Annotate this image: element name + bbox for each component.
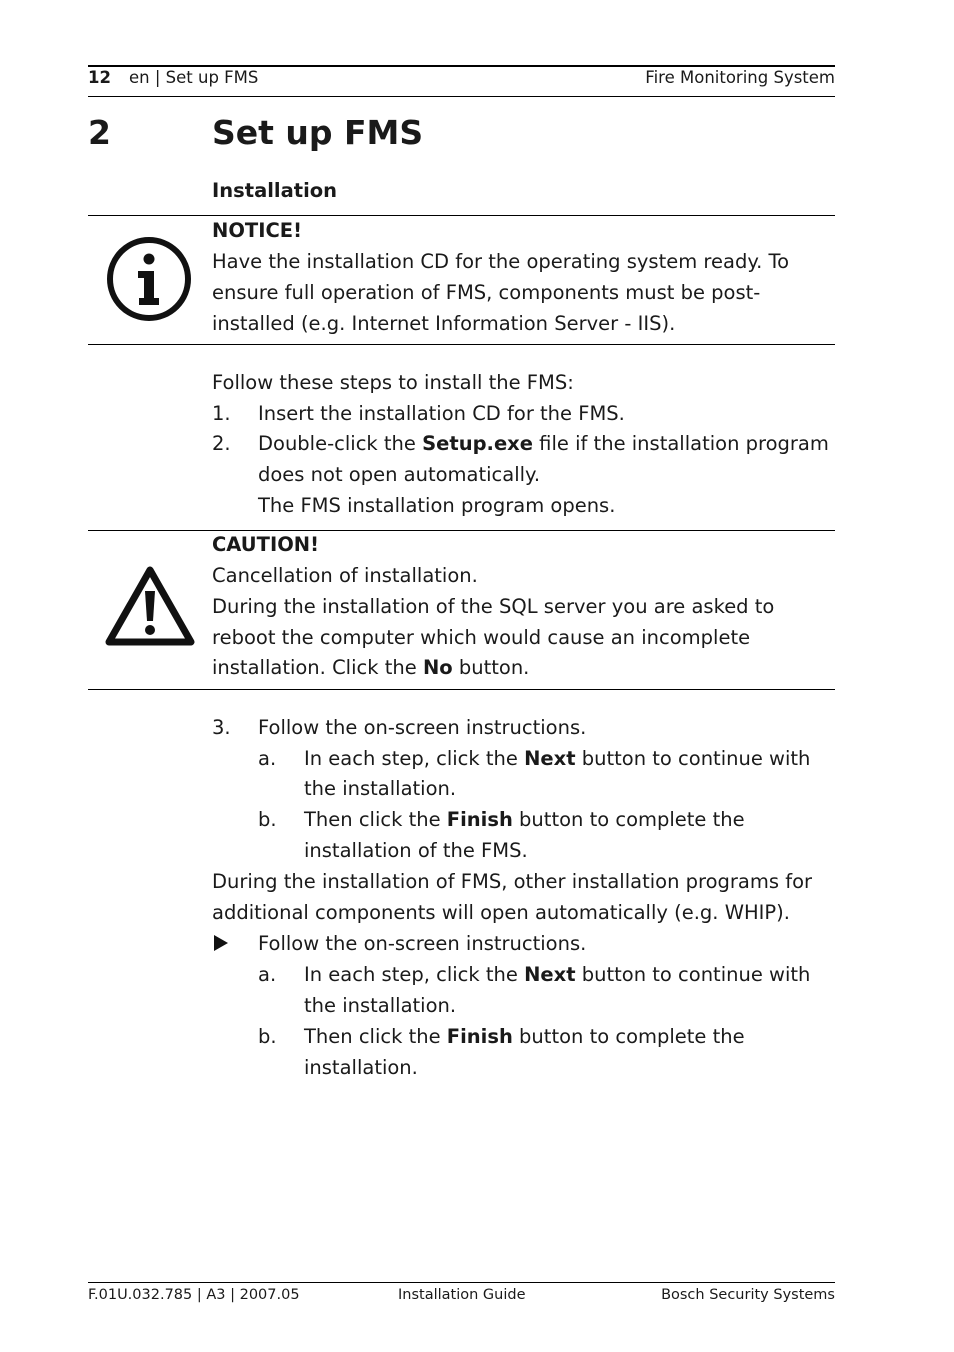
notice-top-rule <box>88 215 835 216</box>
caution-line-2: During the installation of the SQL server you are asked to <box>212 595 775 618</box>
header-product: Fire Monitoring System <box>645 68 835 87</box>
step-1-text: Insert the installation CD for the FMS. <box>258 402 625 425</box>
footer-company: Bosch Security Systems <box>661 1287 835 1303</box>
warning-icon <box>102 563 198 649</box>
step-2-text: Double-click the Setup.exe file if the installation program <box>258 432 829 455</box>
header-bottom-rule <box>88 96 835 97</box>
chapter-number: 2 <box>88 113 111 152</box>
bullet-a-text-continued: the installation. <box>304 994 457 1017</box>
step-3b-text-continued: installation of the FMS. <box>304 839 528 862</box>
step-3b-letter: b. <box>258 808 277 831</box>
notice-line-1: Have the installation CD for the operating system ready. To <box>212 250 790 273</box>
bullet-b-text: Then click the Finish button to complete the <box>304 1025 745 1048</box>
step-2-result: The FMS installation program opens. <box>258 494 616 517</box>
caution-line-1: Cancellation of installation. <box>212 564 478 587</box>
section-subtitle: Installation <box>212 179 338 202</box>
footer-rule <box>88 1282 835 1283</box>
step-2-text-continued: does not open automatically. <box>258 463 541 486</box>
footer-doc-type: Installation Guide <box>398 1287 526 1303</box>
step-3b-text: Then click the Finish button to complete the <box>304 808 745 831</box>
step-2-number: 2. <box>212 432 231 455</box>
page-number: 12 <box>88 68 111 87</box>
page-title: Set up FMS <box>212 113 424 152</box>
header-top-rule <box>88 65 835 67</box>
info-icon <box>105 235 193 323</box>
steps-intro: Follow these steps to install the FMS: <box>212 371 574 394</box>
caution-line-3: reboot the computer which would cause an incomplete <box>212 626 751 649</box>
bullet-a-text: In each step, click the Next button to continue with <box>304 963 811 986</box>
notice-line-3: installed (e.g. Internet Information Server - IIS). <box>212 312 676 335</box>
caution-top-rule <box>88 530 835 531</box>
footer-doc-id: F.01U.032.785 | A3 | 2007.05 <box>88 1287 300 1303</box>
notice-bottom-rule <box>88 344 835 345</box>
header-section: en | Set up FMS <box>129 68 259 87</box>
notice-line-2: ensure full operation of FMS, components must be post- <box>212 281 761 304</box>
triangle-bullet-icon <box>213 934 229 952</box>
bullet-b-letter: b. <box>258 1025 277 1048</box>
bullet-b-text-continued: installation. <box>304 1056 418 1079</box>
step-1-number: 1. <box>212 402 231 425</box>
step-3-number: 3. <box>212 716 231 739</box>
bullet-text: Follow the on-screen instructions. <box>258 932 587 955</box>
caution-line-4: installation. Click the No button. <box>212 656 530 679</box>
step-3-text: Follow the on-screen instructions. <box>258 716 587 739</box>
caution-bottom-rule <box>88 689 835 690</box>
bullet-a-letter: a. <box>258 963 277 986</box>
additional-line-1: During the installation of FMS, other installation programs for <box>212 870 813 893</box>
notice-label: NOTICE! <box>212 219 302 242</box>
caution-label: CAUTION! <box>212 533 319 556</box>
step-3a-text: In each step, click the Next button to continue with <box>304 747 811 770</box>
step-3a-letter: a. <box>258 747 277 770</box>
step-3a-text-continued: the installation. <box>304 777 457 800</box>
additional-line-2: additional components will open automatically (e.g. WHIP). <box>212 901 790 924</box>
